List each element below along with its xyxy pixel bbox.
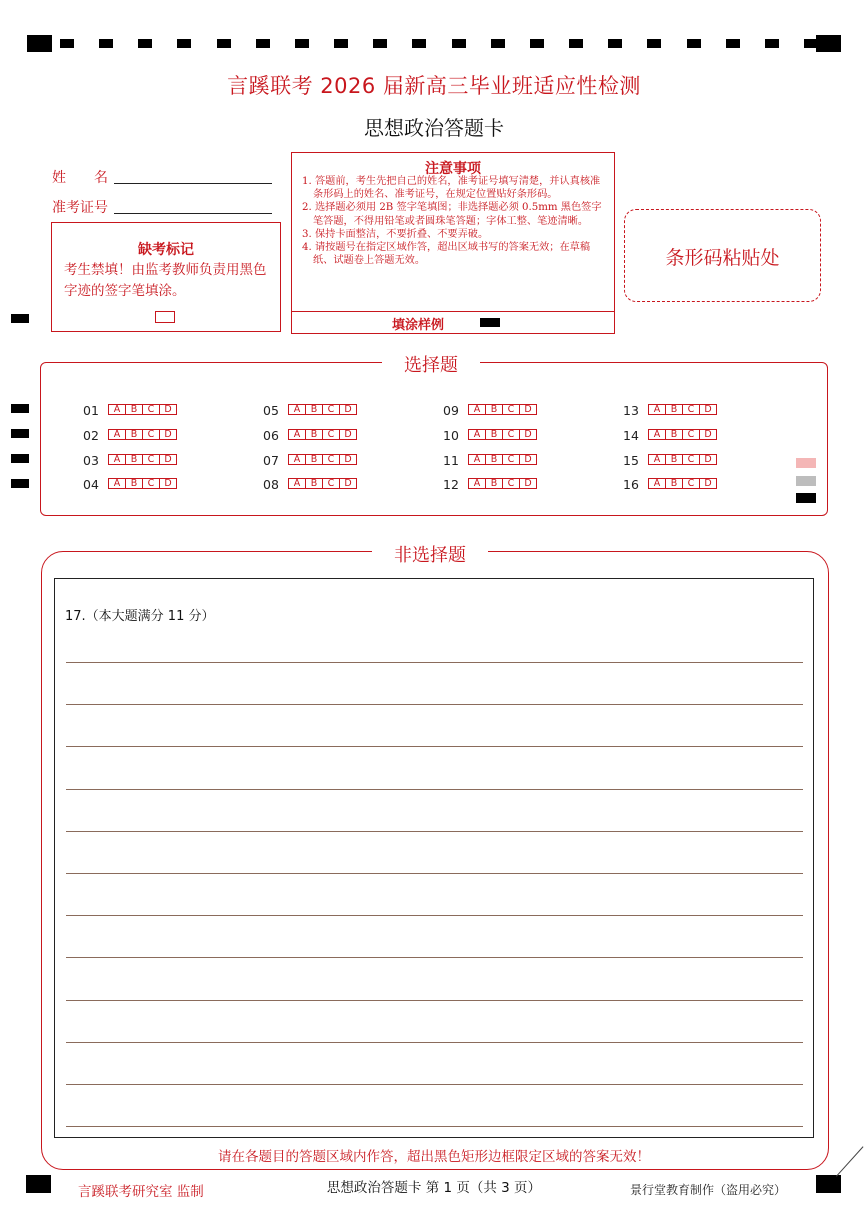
color-swatch-grey (796, 476, 816, 486)
notice-item: 2. 选择题必须用 2B 签字笔填图；非选择题必须 0.5mm 黑色签字笔答题，不得用铅笔或者圆珠笔答题；字体工整、笔迹清晰。 (302, 202, 602, 227)
card-subtitle: 思想政治答题卡 (364, 116, 504, 140)
side-mark (11, 454, 29, 463)
question-number: 04 (83, 477, 99, 492)
answer-line (66, 1042, 803, 1043)
option-bubble[interactable]: A (108, 454, 126, 465)
option-bubble[interactable]: B (305, 404, 323, 415)
option-bubbles (108, 429, 176, 440)
footer-producer: 景行堂教育制作（盗用必究） (630, 1183, 787, 1197)
option-bubbles (648, 478, 716, 489)
question-number: 15 (623, 453, 639, 468)
option-bubble[interactable]: A (468, 478, 486, 489)
answer-warning: 请在各题目的答题区域内作答，超出黑色矩形边框限定区域的答案无效！ (218, 1149, 650, 1165)
question-number: 05 (263, 403, 279, 418)
timing-dash (687, 39, 701, 48)
notice-box (291, 152, 615, 334)
option-bubble[interactable]: D (519, 478, 537, 489)
option-bubble[interactable]: A (648, 429, 666, 440)
timing-dash (373, 39, 387, 48)
footer-supervisor: 言蹊联考研究室 监制 (78, 1184, 204, 1200)
answer-line (66, 662, 803, 663)
option-bubble[interactable]: D (339, 404, 357, 415)
option-bubbles (468, 478, 536, 489)
timing-dash (647, 39, 661, 48)
question-number: 01 (83, 403, 99, 418)
name-label: 姓 名 (52, 170, 108, 186)
option-bubble[interactable]: C (502, 404, 520, 415)
option-bubble[interactable]: C (322, 404, 340, 415)
timing-dash (99, 39, 113, 48)
option-bubble[interactable]: C (142, 478, 160, 489)
absent-mark-text: 考生禁填！由监考教师负责用黑色字迹的签字笔填涂。 (64, 262, 267, 299)
option-bubbles (108, 454, 176, 465)
option-bubble[interactable]: C (322, 454, 340, 465)
side-mark (11, 404, 29, 413)
answer-line (66, 831, 803, 832)
option-bubble[interactable]: C (502, 454, 520, 465)
fill-sample (292, 311, 614, 333)
exam-number-underline (114, 213, 272, 214)
question-number: 13 (623, 403, 639, 418)
option-bubble[interactable]: A (108, 429, 126, 440)
option-bubble[interactable]: A (648, 478, 666, 489)
option-bubble[interactable]: C (682, 454, 700, 465)
option-bubble[interactable]: B (665, 429, 683, 440)
option-bubbles (648, 404, 716, 415)
option-bubble[interactable]: B (125, 454, 143, 465)
option-bubble[interactable]: C (142, 454, 160, 465)
option-bubble[interactable]: A (288, 454, 306, 465)
timing-dash (138, 39, 152, 48)
answer-line (66, 789, 803, 790)
option-bubble[interactable]: D (699, 404, 717, 415)
option-bubble[interactable]: D (519, 454, 537, 465)
option-bubble[interactable]: B (125, 429, 143, 440)
side-mark (11, 479, 29, 488)
option-bubbles (288, 478, 356, 489)
option-bubbles (468, 429, 536, 440)
question-number: 02 (83, 428, 99, 443)
question-number: 11 (443, 453, 459, 468)
option-bubbles (468, 404, 536, 415)
option-bubble[interactable]: A (468, 429, 486, 440)
answer-line (66, 704, 803, 705)
option-bubble[interactable]: A (648, 404, 666, 415)
option-bubble[interactable]: C (322, 478, 340, 489)
exam-number-field[interactable] (52, 197, 272, 217)
notice-item: 4. 请按题号在指定区域作答，超出区域书写的答案无效；在草稿纸、试题卷上答题无效。 (302, 242, 591, 267)
corner-mark-top-right (816, 35, 841, 52)
exam-title: 言蹊联考 2026 届新高三毕业班适应性检测 (227, 74, 641, 98)
footer-page-info: 思想政治答题卡 第 1 页（共 3 页） (326, 1180, 542, 1196)
timing-dash (334, 39, 348, 48)
timing-dash (412, 39, 426, 48)
timing-dash (217, 39, 231, 48)
option-bubbles (108, 478, 176, 489)
absent-mark-title: 缺考标记 (138, 242, 194, 258)
question-number: 14 (623, 428, 639, 443)
question-number: 09 (443, 403, 459, 418)
option-bubble[interactable]: D (339, 429, 357, 440)
timing-dash (726, 39, 740, 48)
option-bubbles (648, 429, 716, 440)
name-underline (114, 183, 272, 184)
question-number: 12 (443, 477, 459, 492)
option-bubble[interactable]: D (159, 429, 177, 440)
option-bubble[interactable]: A (468, 454, 486, 465)
option-bubbles (288, 429, 356, 440)
name-field[interactable] (52, 167, 272, 187)
option-bubble[interactable]: C (322, 429, 340, 440)
timing-dash (608, 39, 622, 48)
notice-item: 3. 保持卡面整洁，不要折叠、不要弄破。 (302, 228, 489, 240)
option-bubble[interactable]: B (125, 478, 143, 489)
timing-dash (530, 39, 544, 48)
exam-number-label: 准考证号 (52, 200, 108, 216)
corner-mark-bottom-right (816, 1175, 841, 1193)
answer-line (66, 1126, 803, 1127)
option-bubble[interactable]: D (159, 454, 177, 465)
timing-dash (569, 39, 583, 48)
timing-dash (491, 39, 505, 48)
option-bubble[interactable]: C (682, 478, 700, 489)
non-choice-title: 非选择题 (372, 541, 488, 567)
option-bubbles (108, 404, 176, 415)
color-swatch-black (796, 493, 816, 503)
question-number: 03 (83, 453, 99, 468)
question-number: 06 (263, 428, 279, 443)
timing-marks-top (60, 39, 818, 48)
option-bubble[interactable]: D (339, 454, 357, 465)
answer-line (66, 957, 803, 958)
option-bubble[interactable]: C (682, 404, 700, 415)
option-bubbles (288, 454, 356, 465)
option-bubble[interactable]: C (142, 429, 160, 440)
timing-dash (295, 39, 309, 48)
option-bubble[interactable]: A (288, 404, 306, 415)
option-bubble[interactable]: A (468, 404, 486, 415)
option-bubble[interactable]: B (485, 429, 503, 440)
question-17-label: 17.（本大题满分 11 分） (65, 609, 215, 624)
option-bubble[interactable]: D (339, 478, 357, 489)
question-number: 08 (263, 477, 279, 492)
option-bubble[interactable]: B (305, 454, 323, 465)
color-swatch-light (796, 458, 816, 468)
option-bubble[interactable]: D (699, 429, 717, 440)
answer-line (66, 1000, 803, 1001)
timing-dash (765, 39, 779, 48)
option-bubble[interactable]: D (699, 478, 717, 489)
option-bubbles (288, 404, 356, 415)
option-bubble[interactable]: A (288, 429, 306, 440)
answer-line (66, 746, 803, 747)
answer-line (66, 873, 803, 874)
option-bubble[interactable]: B (485, 478, 503, 489)
option-bubble[interactable]: A (288, 478, 306, 489)
option-bubble[interactable]: D (699, 454, 717, 465)
option-bubble[interactable]: D (519, 429, 537, 440)
option-bubble[interactable]: B (665, 404, 683, 415)
side-mark (11, 429, 29, 438)
question-number: 07 (263, 453, 279, 468)
notice-title: 注意事项 (425, 161, 481, 177)
option-bubbles (648, 454, 716, 465)
option-bubble[interactable]: B (665, 454, 683, 465)
timing-dash (256, 39, 270, 48)
option-bubble[interactable]: C (502, 429, 520, 440)
timing-dash (60, 39, 74, 48)
fill-sample-mark (480, 318, 500, 327)
notice-item: 1. 答题前，考生先把自己的姓名，准考证号填写清楚，并认真核准条形码上的姓名、准考证号，在规定位置贴好条形码。 (302, 176, 601, 201)
option-bubbles (468, 454, 536, 465)
option-bubble[interactable]: A (108, 404, 126, 415)
option-bubble[interactable]: C (682, 429, 700, 440)
option-bubble[interactable]: B (485, 404, 503, 415)
multiple-choice-title: 选择题 (382, 351, 480, 377)
option-bubble[interactable]: C (502, 478, 520, 489)
option-bubble[interactable]: B (305, 429, 323, 440)
option-bubble[interactable]: D (159, 404, 177, 415)
corner-mark-top-left (27, 35, 52, 52)
absent-mark-box (51, 222, 281, 332)
timing-dash (452, 39, 466, 48)
option-bubble[interactable]: A (648, 454, 666, 465)
question-number: 10 (443, 428, 459, 443)
option-bubble[interactable]: D (159, 478, 177, 489)
option-bubble[interactable]: C (142, 404, 160, 415)
barcode-area[interactable] (624, 209, 821, 302)
answer-area-17[interactable] (54, 578, 814, 1138)
question-number: 16 (623, 477, 639, 492)
option-bubble[interactable]: B (485, 454, 503, 465)
option-bubble[interactable]: B (125, 404, 143, 415)
timing-dash (177, 39, 191, 48)
option-bubble[interactable]: A (108, 478, 126, 489)
fill-sample-label: 填涂样例 (392, 318, 445, 333)
notice-list (302, 175, 606, 267)
barcode-label: 条形码粘贴处 (665, 247, 780, 269)
absent-mark-checkbox[interactable] (155, 311, 175, 323)
answer-line (66, 1084, 803, 1085)
answer-line (66, 915, 803, 916)
option-bubble[interactable]: D (519, 404, 537, 415)
option-bubble[interactable]: B (305, 478, 323, 489)
option-bubble[interactable]: B (665, 478, 683, 489)
side-mark (11, 314, 29, 323)
